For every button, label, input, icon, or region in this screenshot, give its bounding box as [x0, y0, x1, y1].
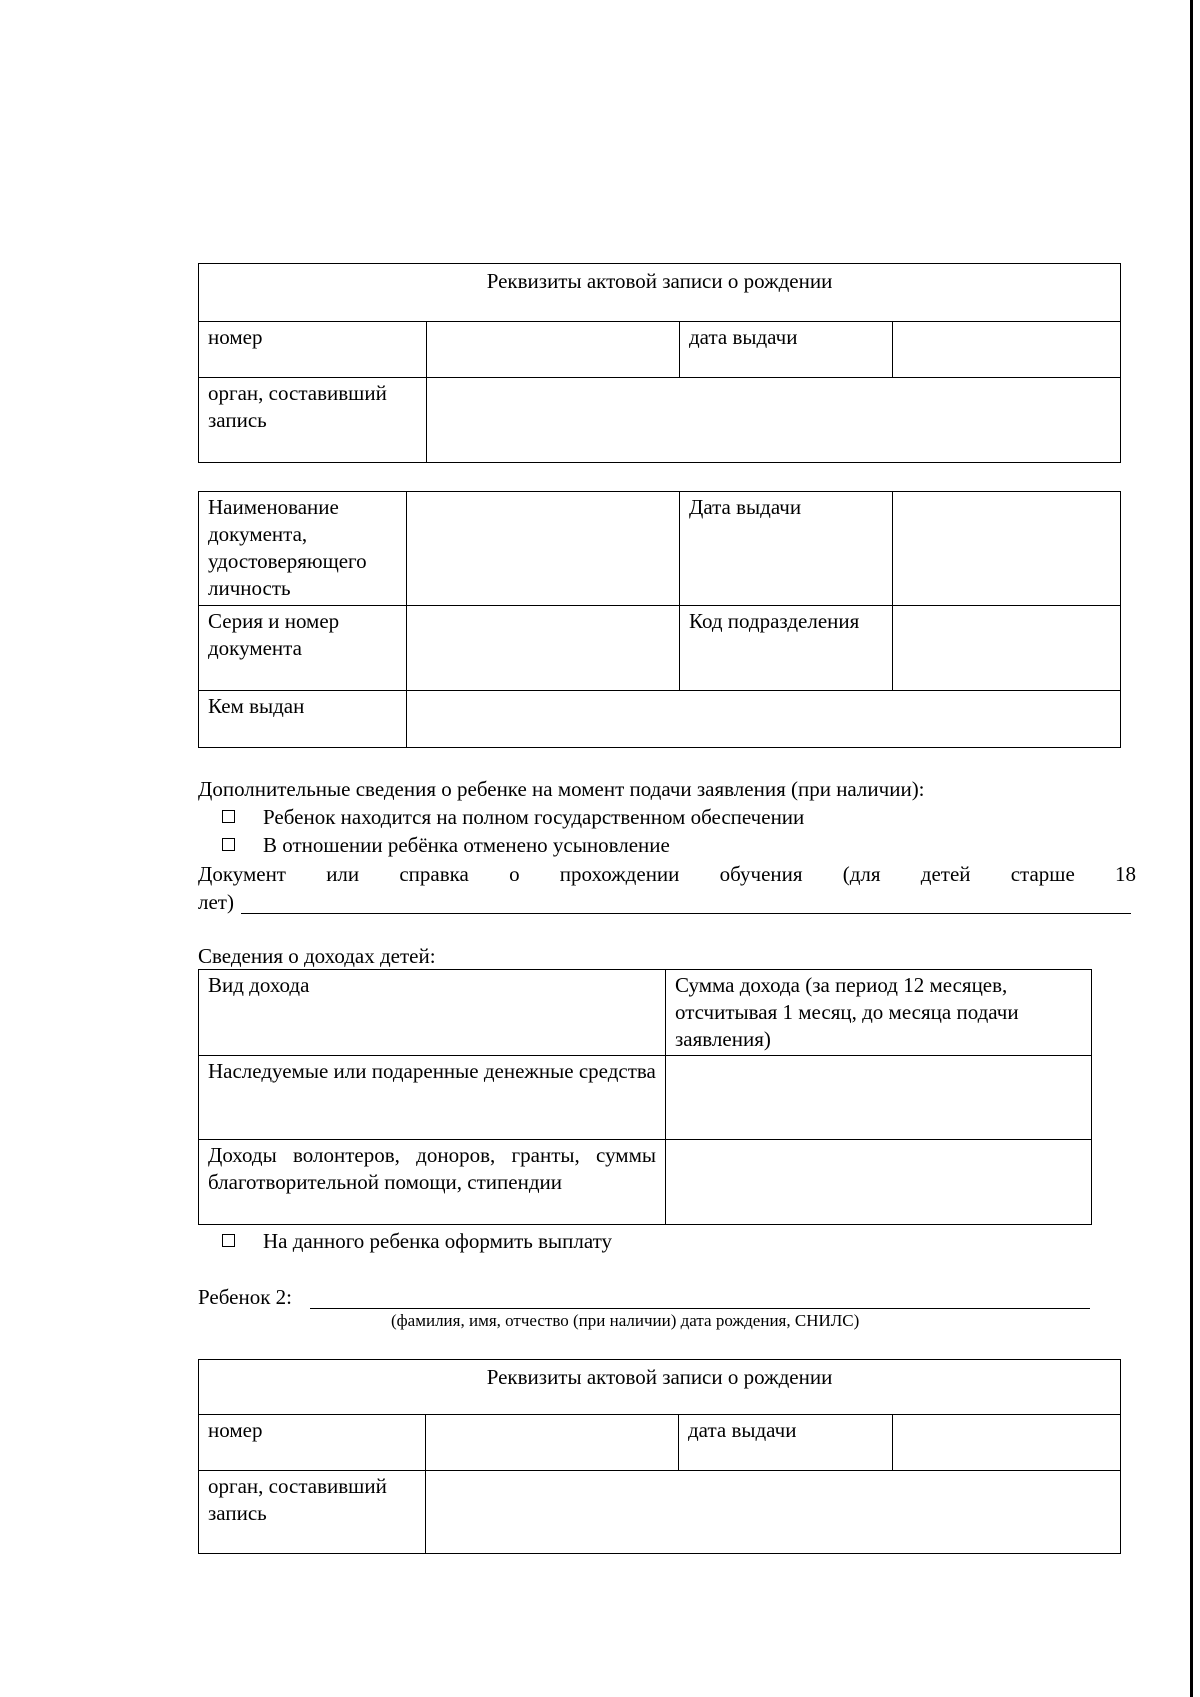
birth-record-table-2 — [198, 1359, 1121, 1554]
income-amount-inherited[interactable] — [666, 1056, 1092, 1140]
state-support-label: Ребенок находится на полном государственном обеспечении — [263, 805, 805, 829]
income-type-inherited: Наследуемые или подаренные денежные средства — [199, 1056, 666, 1140]
children-income-heading: Сведения о доходах детей: — [198, 944, 436, 968]
issued-by-field[interactable] — [407, 691, 1121, 748]
adoption-cancelled-checkbox[interactable] — [222, 838, 235, 851]
child2-issuer-label: орган, составивший запись — [199, 1471, 426, 1554]
number-field[interactable] — [427, 322, 680, 378]
issuer-label: орган, составивший запись — [199, 378, 427, 463]
issuer-field[interactable] — [427, 378, 1121, 463]
document-series-label: Серия и номер документа — [199, 606, 407, 691]
income-type-header: Вид дохода — [199, 970, 666, 1056]
child2-name-field[interactable] — [310, 1308, 1090, 1309]
issue-date-label: дата выдачи — [680, 322, 893, 378]
income-type-grants: Доходы волонтеров, доноров, гранты, суммы благотворительной помощи, стипендии — [199, 1140, 666, 1225]
study-document-text: Документ или справка о прохождении обучения (для детей старше 18 — [198, 862, 1136, 886]
study-document-tail: лет) — [198, 890, 234, 914]
issue-date-field[interactable] — [893, 322, 1121, 378]
payment-checkbox[interactable] — [222, 1234, 235, 1247]
children-income-table — [198, 969, 1092, 1225]
document-issue-date-label: Дата выдачи — [680, 492, 893, 606]
scan-edge-line — [1190, 0, 1193, 1697]
option-payment — [222, 1227, 612, 1255]
income-amount-header: Сумма дохода (за период 12 месяцев, отсчитывая 1 месяц, до месяца подачи заявления) — [666, 970, 1092, 1056]
child2-number-label: номер — [199, 1415, 426, 1471]
child2-number-field[interactable] — [426, 1415, 679, 1471]
child2-issuer-field[interactable] — [426, 1471, 1121, 1554]
document-name-field[interactable] — [407, 492, 680, 606]
birth-record-title: Реквизиты актовой записи о рождении — [199, 264, 1121, 322]
adoption-cancelled-label: В отношении ребёнка отменено усыновление — [263, 833, 670, 857]
identity-document-table — [198, 491, 1121, 748]
additional-info-heading: Дополнительные сведения о ребенке на момент подачи заявления (при наличии): — [198, 777, 925, 801]
payment-option-label: На данного ребенка оформить выплату — [263, 1229, 613, 1253]
issued-by-label: Кем выдан — [199, 691, 407, 748]
child2-issue-date-label: дата выдачи — [679, 1415, 893, 1471]
child2-field-caption: (фамилия, имя, отчество (при наличии) дата рождения, СНИЛС) — [391, 1311, 860, 1330]
study-document-field[interactable] — [241, 913, 1131, 914]
child2-label: Ребенок 2: — [198, 1285, 292, 1309]
division-code-label: Код подразделения — [680, 606, 893, 691]
birth-record-table-1 — [198, 263, 1121, 463]
document-issue-date-field[interactable] — [893, 492, 1121, 606]
child2-issue-date-field[interactable] — [893, 1415, 1121, 1471]
state-support-checkbox[interactable] — [222, 810, 235, 823]
document-series-field[interactable] — [407, 606, 680, 691]
income-amount-grants[interactable] — [666, 1140, 1092, 1225]
child2-birth-record-title: Реквизиты актовой записи о рождении — [199, 1360, 1121, 1415]
document-name-label: Наименование документа, удостоверяющего личность — [199, 492, 407, 606]
number-label: номер — [199, 322, 427, 378]
option-state-support — [222, 803, 804, 831]
division-code-field[interactable] — [893, 606, 1121, 691]
option-adoption-cancelled — [222, 831, 670, 859]
